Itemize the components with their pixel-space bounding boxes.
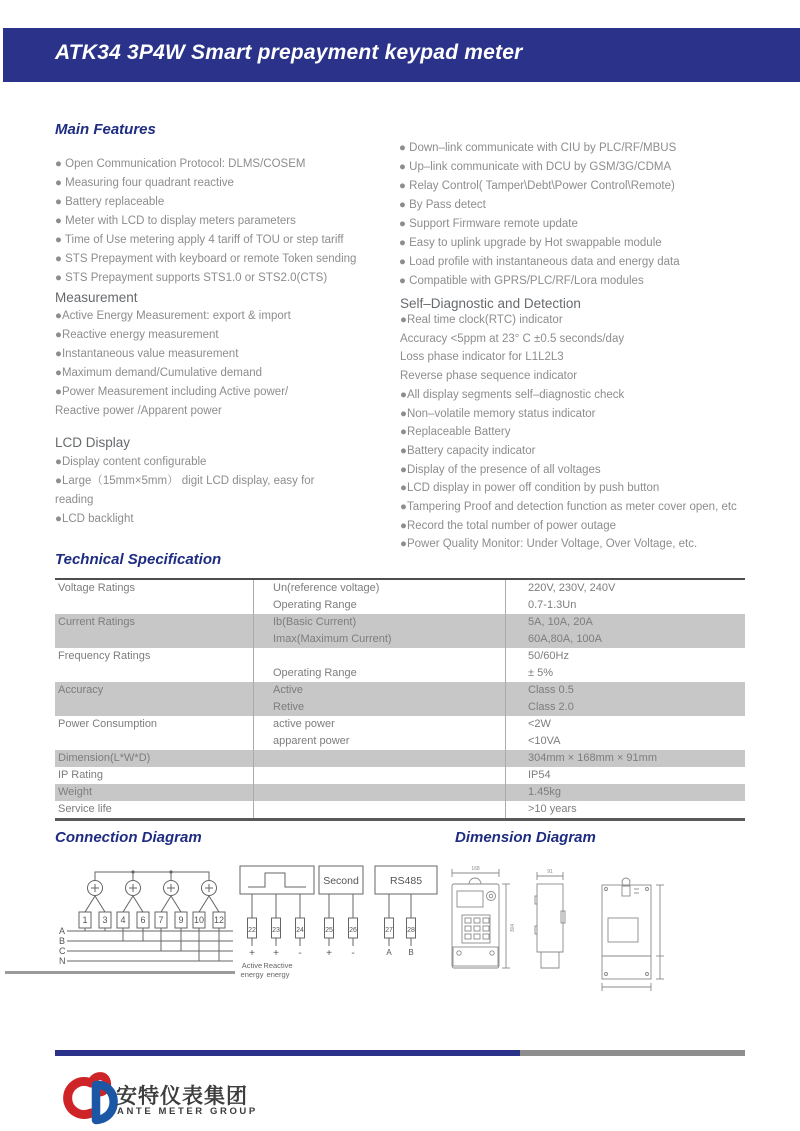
company-name-cn: 安特仪表集团 (116, 1085, 248, 1108)
list-item: reading (55, 494, 94, 506)
table-row: Operating Range ± 5% (55, 665, 745, 682)
table-row: Weight 1.45kg (55, 784, 745, 801)
table-row: Frequency Ratings 50/60Hz (55, 648, 745, 665)
list-item: ●Non–volatile memory status indicator (400, 407, 596, 420)
list-item: ● Battery replaceable (55, 196, 165, 208)
table-row: Retive Class 2.0 (55, 699, 745, 716)
list-item: ● Meter with LCD to display meters parameters (55, 215, 296, 227)
terminal-number: 22 (248, 927, 256, 934)
list-item: ● STS Prepayment supports STS1.0 or STS2.0(CTS) (55, 272, 328, 284)
terminal-number: 10 (193, 915, 205, 925)
list-item: ●LCD backlight (55, 513, 134, 525)
diagram-baseline-rule (5, 971, 235, 974)
list-item: Reverse phase sequence indicator (400, 370, 578, 383)
phase-label: N (59, 956, 66, 966)
pulse-caption: Active (241, 961, 263, 970)
list-item: ● Support Firmware remote update (399, 218, 578, 230)
list-item: ● Compatible with GPRS/PLC/RF/Lora modules (399, 275, 644, 287)
table-row: Voltage Ratings Un(reference voltage) 220V, 230V, 240V (55, 580, 745, 597)
lcd-display-heading: LCD Display (55, 435, 131, 450)
list-item: Reactive power /Apparent power (55, 405, 222, 417)
company-logo-icon (50, 1068, 120, 1126)
pulse-caption: Reactive (263, 961, 293, 970)
title-banner (3, 28, 800, 82)
table-row: Power Consumption active power <2W (55, 716, 745, 733)
list-item: ●Real time clock(RTC) indicator (400, 314, 563, 326)
terminal-number: 25 (325, 927, 333, 934)
tech-spec-table (55, 578, 745, 821)
table-row: Current Ratings Ib(Basic Current) 5A, 10A, 20A (55, 614, 745, 631)
list-item: ●Display of the presence of all voltages (400, 463, 601, 476)
list-item: Loss phase indicator for L1L2L3 (400, 351, 564, 364)
terminal-number: 12 (213, 915, 225, 925)
list-item: ● STS Prepayment with keyboard or remote Token sending (55, 253, 357, 265)
list-item: ●Maximum demand/Cumulative demand (55, 367, 263, 379)
list-item: ● Time of Use metering apply 4 tariff of TOU or step tariff (55, 234, 344, 246)
pulse-caption: energy (266, 970, 290, 979)
phase-label: B (59, 936, 66, 946)
main-features-list (55, 155, 356, 288)
terminal-number: 27 (385, 927, 393, 934)
list-item: Accuracy <5ppm at 23° C ±0.5 seconds/day (400, 332, 625, 345)
polarity-sign: + (273, 948, 279, 959)
footer-rule (55, 1050, 745, 1056)
terminal-number: 28 (407, 927, 415, 934)
lcd-display-list (55, 453, 315, 529)
list-item: ● By Pass detect (399, 199, 486, 211)
terminal-number: 1 (82, 915, 88, 925)
list-item: ● Down–link communicate with CIU by PLC/RF/MBUS (399, 142, 677, 154)
polarity-sign: + (249, 948, 255, 959)
phase-label: C (59, 946, 66, 956)
list-item: ●LCD display in power off condition by push button (400, 482, 660, 495)
terminal-number: 6 (140, 915, 146, 925)
table-row: Dimension(L*W*D) 304mm × 168mm × 91mm (55, 750, 745, 767)
list-item: ●Battery capacity indicator (400, 444, 536, 457)
list-item: ● Relay Control( Tamper\Debt\Power Control\Remote) (399, 180, 675, 192)
self-diagnostic-heading: Self–Diagnostic and Detection (400, 296, 581, 311)
list-item: ●All display segments self–diagnostic check (400, 388, 625, 401)
polarity-sign: + (326, 948, 332, 959)
list-item: ●Reactive energy measurement (55, 329, 219, 341)
polarity-sign: - (351, 948, 355, 959)
table-row: Accuracy Active Class 0.5 (55, 682, 745, 699)
rs485-line-label: B (408, 948, 414, 957)
measurement-heading: Measurement (55, 290, 138, 305)
dim-label-height: 304 (510, 923, 516, 933)
table-row: Imax(Maximum Current) 60A,80A, 100A (55, 631, 745, 648)
terminal-number: 24 (296, 927, 304, 934)
tech-spec-heading: Technical Specification (55, 551, 222, 568)
terminal-number: 23 (272, 927, 280, 934)
second-box-label: Second (323, 875, 359, 887)
terminal-number: 7 (158, 915, 164, 925)
page-title: ATK34 3P4W Smart prepayment keypad meter (55, 41, 523, 64)
list-item: ●Replaceable Battery (400, 426, 511, 439)
comm-features-list (399, 139, 680, 291)
company-name-en: ANTE METER GROUP (117, 1106, 258, 1117)
rs485-line-label: A (386, 948, 392, 957)
pulse-caption: energy (240, 970, 264, 979)
table-row: IP Rating IP54 (55, 767, 745, 784)
list-item: ● Load profile with instantaneous data and energy data (399, 256, 680, 268)
dim-label-width: 168 (471, 866, 480, 872)
terminal-number: 4 (120, 915, 126, 925)
list-item: ● Open Communication Protocol: DLMS/COSEM (55, 158, 306, 170)
phase-label: A (59, 926, 66, 936)
list-item: ●Large（15mm×5mm） digit LCD display, easy for (55, 475, 315, 487)
list-item: ●Record the total number of power outage (400, 519, 616, 532)
list-item: ●Instantaneous value measurement (55, 348, 239, 360)
list-item: ●Power Measurement including Active power/ (55, 386, 289, 398)
terminal-number: 9 (178, 915, 184, 925)
list-item: ●Active Energy Measurement: export & import (55, 310, 291, 322)
dimension-diagram (448, 856, 748, 994)
dim-label-depth: 91 (547, 869, 553, 875)
measurement-list (55, 307, 291, 421)
list-item: ● Measuring four quadrant reactive (55, 177, 234, 189)
terminal-number: 3 (102, 915, 108, 925)
list-item: ●Display content configurable (55, 456, 207, 468)
list-item: ●Tampering Proof and detection function as meter cover open, etc (400, 501, 737, 514)
list-item: ● Easy to uplink upgrade by Hot swappable module (399, 237, 662, 249)
list-item: ●Power Quality Monitor: Under Voltage, Over Voltage, etc. (400, 538, 698, 551)
polarity-sign: - (298, 948, 302, 959)
connection-diagram-heading: Connection Diagram (55, 829, 202, 846)
main-features-heading: Main Features (55, 121, 156, 138)
list-item: ● Up–link communicate with DCU by GSM/3G/CDMA (399, 161, 672, 173)
dimension-diagram-heading: Dimension Diagram (455, 829, 596, 846)
table-row: Service life >10 years (55, 801, 745, 818)
table-row: Operating Range 0.7-1.3Un (55, 597, 745, 614)
table-row: apparent power <10VA (55, 733, 745, 750)
rs485-box-label: RS485 (389, 875, 423, 887)
self-diagnostic-list (400, 311, 737, 554)
terminal-number: 26 (349, 927, 357, 934)
